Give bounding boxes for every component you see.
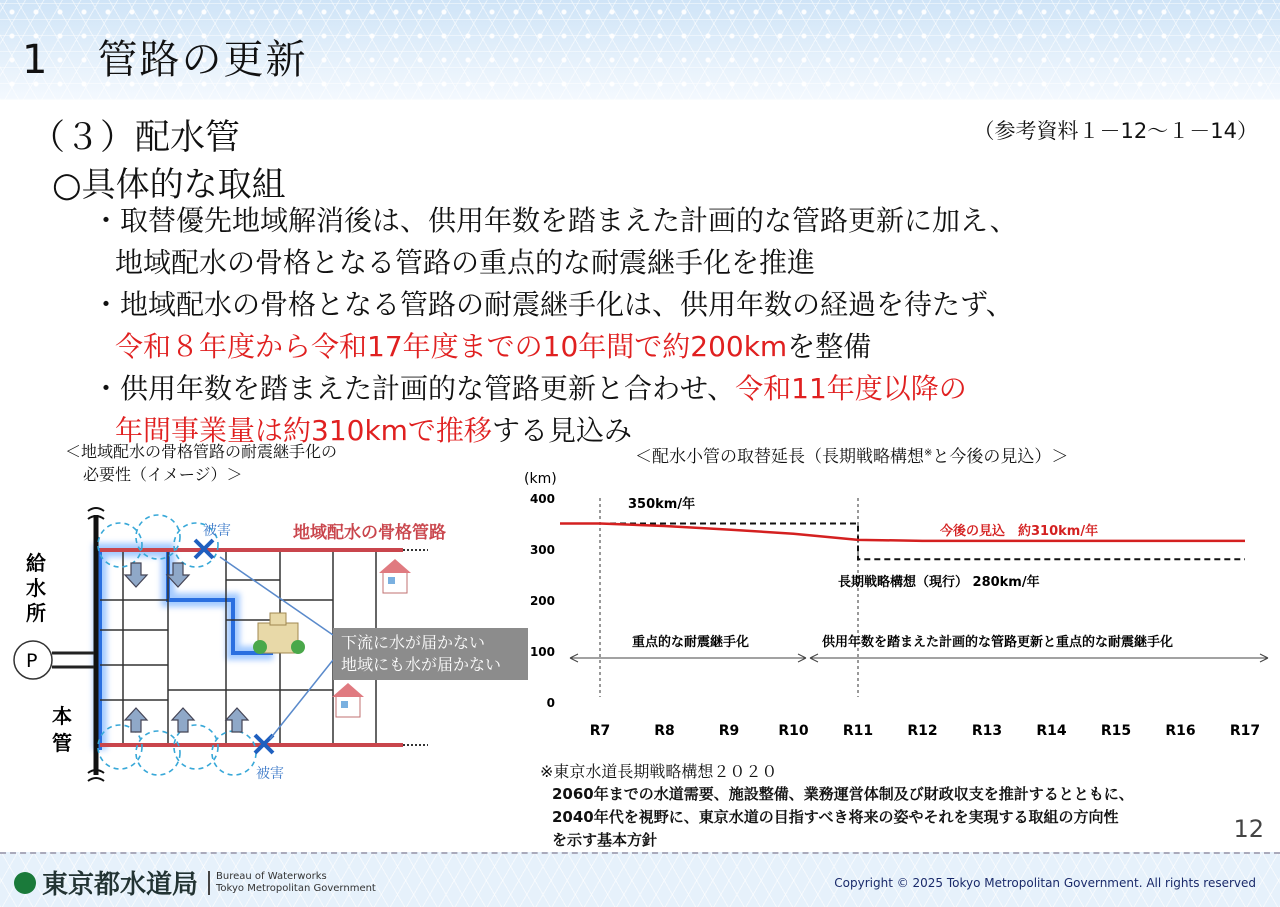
x-tick-R9: R9 (718, 723, 740, 739)
logo-jp: 東京都水道局 (42, 870, 199, 900)
slide-title-text: 管路の更新 (97, 37, 308, 83)
supply-label-2: 水 (26, 576, 46, 600)
logo-en: Bureau of Waterworks Tokyo Metropolitan Government (208, 871, 376, 895)
callout-line2: 地域にも水が届かない (341, 655, 502, 674)
phase-arrows (570, 654, 1268, 662)
left-caption-line2: 必要性（イメージ）＞ (83, 465, 243, 484)
chart-caption-end: と今後の見込）＞ (932, 447, 1069, 467)
footer (0, 852, 1280, 907)
phase2-label: 供用年数を踏まえた計画的な管路更新と重点的な耐震継手化 (822, 635, 1174, 650)
slide-number: 1 (22, 37, 50, 83)
x-tick-R14: R14 (1036, 723, 1067, 739)
y-tick-200: 200 (529, 594, 555, 608)
house-icon-2 (332, 683, 364, 717)
x-tick-R10: R10 (778, 723, 809, 739)
main-pipe-label-2: 管 (52, 731, 72, 755)
x-axis-ticks (590, 723, 1260, 739)
left-caption-line1: ＜地域配水の骨格管路の耐震継手化の (65, 442, 338, 461)
bullet-2-cont (92, 326, 1018, 368)
skeleton-label: 地域配水の骨格管路 (293, 523, 446, 543)
bullet-2-highlight: 令和８年度から令和17年度までの10年間で約200km (115, 330, 788, 363)
footnote (540, 760, 1134, 852)
bullet-3-highlight-2: 年間事業量は約310kmで推移 (115, 414, 492, 447)
footnote-title: ※東京水道長期戦略構想２０２０ (540, 762, 778, 781)
phase-divider-lines (600, 498, 858, 697)
series-outlook-line (560, 524, 1245, 541)
y-tick-300: 300 (529, 543, 555, 557)
damage-label-top: 被害 (203, 523, 231, 539)
callout-line1: 下流に水が届かない (341, 633, 486, 652)
bullet-3-highlight: 令和11年度以降の (735, 372, 967, 405)
x-tick-R16: R16 (1165, 723, 1196, 739)
footnote-line1: 2060年までの水道需要、施設整備、業務運営体制及び財政収支を推計するとともに、 (552, 785, 1134, 803)
x-tick-R7: R7 (589, 723, 611, 739)
left-figure-caption (65, 440, 337, 486)
y-tick-400: 400 (529, 492, 555, 506)
x-tick-R13: R13 (971, 723, 1003, 739)
subsection-title: ○具体的な取組 (52, 165, 286, 205)
page-number: 12 (1233, 815, 1264, 843)
pipe-network-diagram (8, 495, 533, 790)
slide-title (22, 28, 307, 85)
reference-note: （参考資料１－12～１－14） (973, 119, 1258, 143)
y-axis-ticks (530, 492, 555, 710)
annotation-outlook: 今後の見込 約310km/年 (940, 524, 1099, 539)
supply-label-3: 所 (26, 601, 46, 625)
annotation-350: 350km/年 (628, 497, 696, 512)
school-icon (253, 613, 305, 654)
section-title: （３）配水管 (30, 118, 241, 158)
bullet-2-rest: を整備 (787, 330, 872, 363)
y-tick-100: 100 (529, 645, 555, 659)
footnote-line3: を示す基本方針 (552, 831, 658, 849)
house-icon-1 (379, 559, 411, 593)
damage-label-bottom: 被害 (256, 766, 284, 782)
chart-caption (635, 442, 1068, 467)
bullet-3 (92, 368, 1018, 410)
bullet-3-text: ・供用年数を踏まえた計画的な管路更新と合わせ、 (92, 372, 736, 405)
y-tick-0: 0 (546, 696, 555, 710)
bullet-1: ・取替優先地域解消後は、供用年数を踏まえた計画的な管路更新に加え、 (92, 204, 1018, 237)
bullet-3-rest: する見込み (491, 414, 632, 447)
chart-ylabel: (km) (524, 471, 557, 487)
x-tick-R8: R8 (654, 723, 675, 739)
copyright: Copyright © 2025 Tokyo Metropolitan Government. All rights reserved (834, 876, 1256, 890)
x-tick-R17: R17 (1229, 723, 1261, 739)
phase1-label: 重点的な耐震継手化 (632, 635, 750, 650)
chart-caption-mark: ※ (924, 447, 933, 459)
supply-label-1: 給 (26, 551, 46, 575)
chart-series (560, 524, 1245, 560)
x-tick-R15: R15 (1100, 723, 1132, 739)
chart-caption-text: ＜配水小管の取替延長（長期戦略構想 (635, 447, 924, 467)
pipe-replacement-chart (520, 465, 1275, 760)
bullet-1-cont: 地域配水の骨格となる管路の重点的な耐震継手化を推進 (115, 246, 816, 279)
x-tick-R12: R12 (907, 723, 938, 739)
x-tick-R11: R11 (842, 723, 874, 739)
pump-label: P (26, 650, 38, 672)
annotation-strategy: 長期戦略構想（現行） 280km/年 (838, 575, 1040, 590)
footnote-line2: 2040年代を視野に、東京水道の目指すべき将来の姿やそれを実現する取組の方向性 (552, 808, 1119, 826)
bureau-logo-icon (14, 872, 36, 894)
bullet-2: ・地域配水の骨格となる管路の耐震継手化は、供用年数の経過を待たず、 (92, 288, 1014, 321)
bullet-list (92, 200, 1018, 452)
main-pipe-label-1: 本 (52, 704, 72, 728)
bureau-logo (14, 864, 376, 901)
